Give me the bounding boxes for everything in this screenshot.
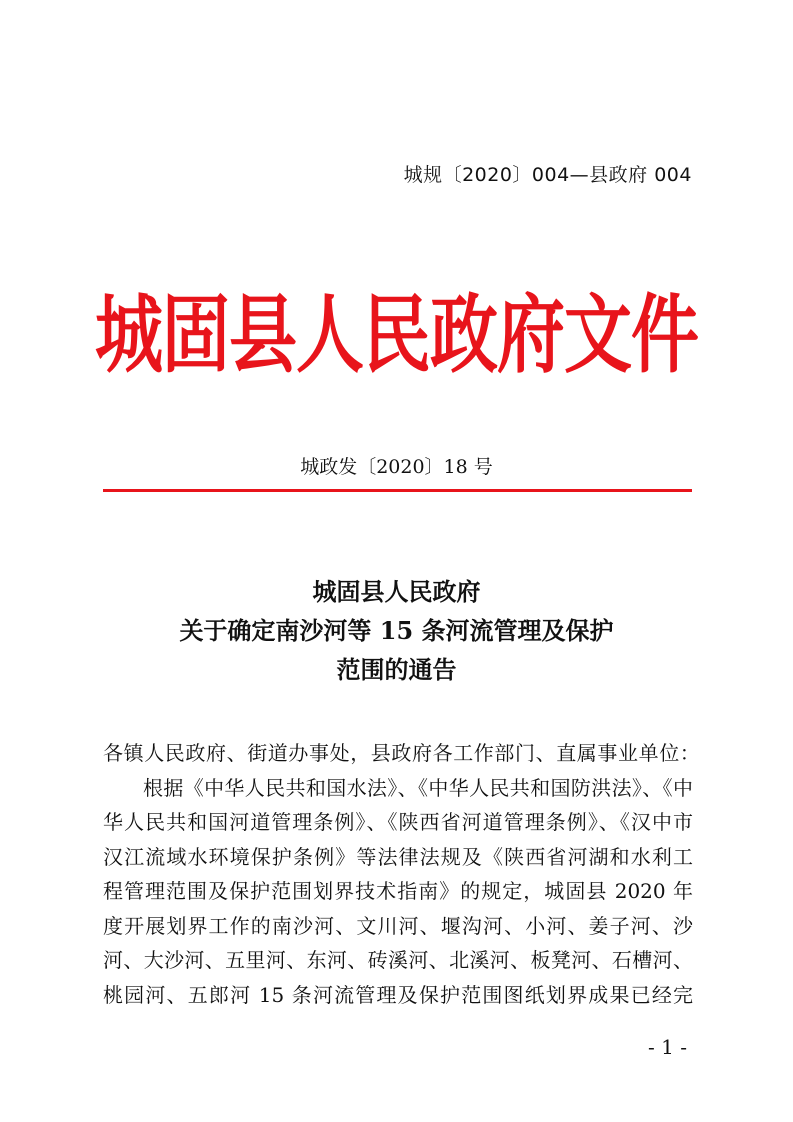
title-line: 关于确定南沙河等 15 条河流管理及保护 <box>179 616 614 645</box>
page-number: - 1 - <box>648 1035 687 1059</box>
paragraph-line: 根据《中华人民共和国水法》、《中华人民共和国防洪法》、《中 <box>143 775 693 800</box>
paragraph-line: 河、大沙河、五里河、东河、砖溪河、北溪河、板凳河、石槽河、 <box>103 948 693 972</box>
addressee: 各镇人民政府、街道办事处，县政府各工作部门、直属事业单位： <box>103 741 701 765</box>
issue-number: 城政发〔2020〕18 号 <box>300 456 493 478</box>
paragraph-line: 桃园河、五郎河 15 条河流管理及保护范围图纸划界成果已经完 <box>103 982 693 1007</box>
paragraph-line: 华人民共和国河道管理条例》、《陕西省河道管理条例》、《汉中市 <box>103 810 693 834</box>
paragraph-line: 汉江流域水环境保护条例》等法律法规及《陕西省河湖和水利工 <box>103 844 693 869</box>
title-line: 范围的通告 <box>336 655 457 684</box>
body-paragraph <box>103 771 693 1013</box>
document-code: 城规〔2020〕004—县政府 004 <box>403 164 692 186</box>
paragraph-line: 度开展划界工作的南沙河、文川河、堰沟河、小河、姜子河、沙 <box>103 913 693 938</box>
notice-title <box>0 572 793 689</box>
title-line: 城固县人民政府 <box>312 577 481 606</box>
masthead-title: 城固县人民政府文件 <box>94 285 698 386</box>
red-divider-line <box>103 489 692 492</box>
paragraph-line: 程管理范围及保护范围划界技术指南》的规定，城固县 2020 年 <box>103 879 693 903</box>
document-body <box>103 736 701 1012</box>
